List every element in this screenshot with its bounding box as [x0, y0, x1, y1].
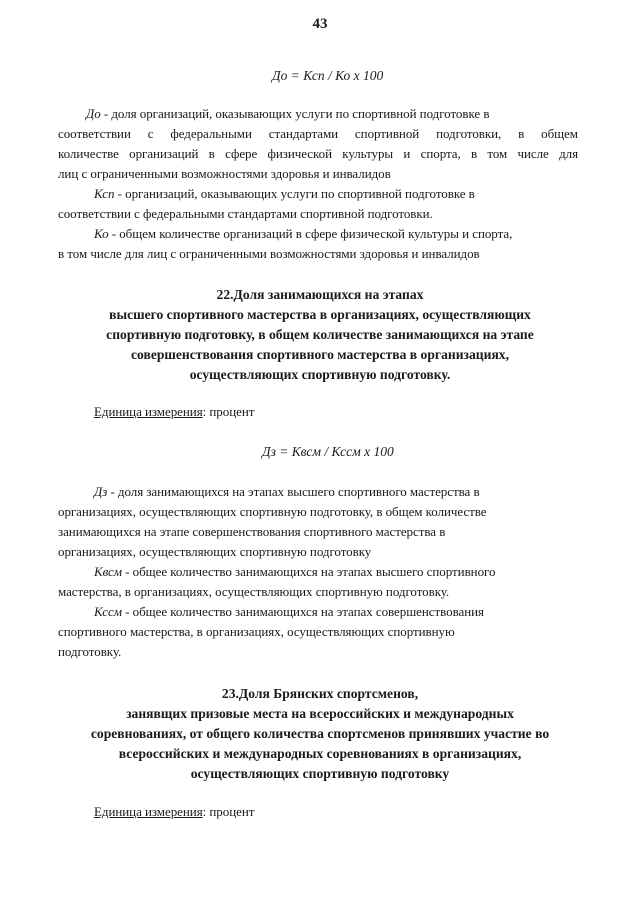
definition-ksp-line1: Ксп - организаций, оказывающих услуги по спортивной подготовке в: [94, 186, 475, 201]
unit-label: Единица измерения: [94, 804, 203, 819]
definition-ko-line2: в том числе для лиц с ограниченными возможностями здоровья и инвалидов: [58, 246, 480, 261]
definition-do-line3: количестве организаций в сфере физической культуры и спорта, в том числе для: [58, 146, 578, 161]
definition-kssm-line2: спортивного мастерства, в организациях, осуществляющих спортивную: [58, 624, 455, 639]
definition-dz-line2: организациях, осуществляющих спортивную подготовку, в общем количестве: [58, 504, 487, 519]
formula-dz: Дз = Квсм / Кссм х 100: [262, 444, 394, 459]
section-22-heading-line4: совершенствования спортивного мастерства в организациях,: [130, 347, 510, 362]
term-ksp: Ксп: [94, 186, 115, 201]
definition-dz-line4: организациях, осуществляющих спортивную подготовку: [58, 544, 372, 559]
unit-of-measure-23: Единица измерения: процент: [94, 804, 255, 819]
definition-dz-line1: Дз - доля занимающихся на этапах высшего спортивного мастерства в: [94, 484, 480, 499]
definition-kvsm-line2: мастерства, в организациях, осуществляющих спортивную подготовку.: [58, 584, 450, 599]
term-kssm: Кссм: [94, 604, 122, 619]
definition-do-line4: лиц с ограниченными возможностями здоровья и инвалидов: [58, 166, 391, 181]
section-23-heading-line3: соревнованиях, от общего количества спортсменов принявших участие во: [90, 726, 550, 741]
section-23-heading-line4: всероссийских и международных соревнованиях в организациях,: [118, 746, 522, 761]
unit-label: Единица измерения: [94, 404, 203, 419]
term-kvsm: Квсм: [94, 564, 122, 579]
section-23-heading-line5: осуществляющих спортивную подготовку: [190, 766, 450, 781]
section-23-heading-line1: 23.Доля Брянских спортсменов,: [221, 686, 419, 701]
term-dz: Дз: [94, 484, 108, 499]
definition-ksp-line2: соответствии с федеральными стандартами спортивной подготовки.: [58, 206, 433, 221]
section-22-heading-line1: 22.Доля занимающихся на этапах: [216, 287, 424, 302]
section-22-heading-line2: высшего спортивного мастерства в организациях, осуществляющих: [109, 307, 531, 322]
section-22-heading-line5: осуществляющих спортивную подготовку.: [189, 367, 451, 382]
definition-kvsm-line1: Квсм - общее количество занимающихся на этапах высшего спортивного: [94, 564, 496, 579]
term-ko: Ко: [94, 226, 109, 241]
definition-kssm-line3: подготовку.: [58, 644, 122, 659]
section-23-heading-line2: занявщих призовые места на всероссийских и международных: [126, 706, 514, 721]
definition-kssm-line1: Кссм - общее количество занимающихся на этапах совершенствования: [94, 604, 484, 619]
definition-ko-line1: Ко - общем количестве организаций в сфере физической культуры и спорта,: [94, 226, 513, 241]
definition-do-line1: До - доля организаций, оказывающих услуги по спортивной подготовке в: [86, 106, 490, 121]
definition-dz-line3: занимающихся на этапе совершенствования спортивного мастерства в: [58, 524, 446, 539]
term-do: До: [86, 106, 101, 121]
definition-do-line2: соответствии с федеральными стандартами спортивной подготовки, в общем: [58, 126, 578, 141]
unit-of-measure-22: Единица измерения: процент: [94, 404, 255, 419]
section-22-heading-line3: спортивную подготовку, в общем количестве занимающихся на этапе: [106, 327, 534, 342]
page-number: 43: [312, 16, 328, 32]
formula-do: До = Ксп / Ко х 100: [272, 68, 384, 83]
